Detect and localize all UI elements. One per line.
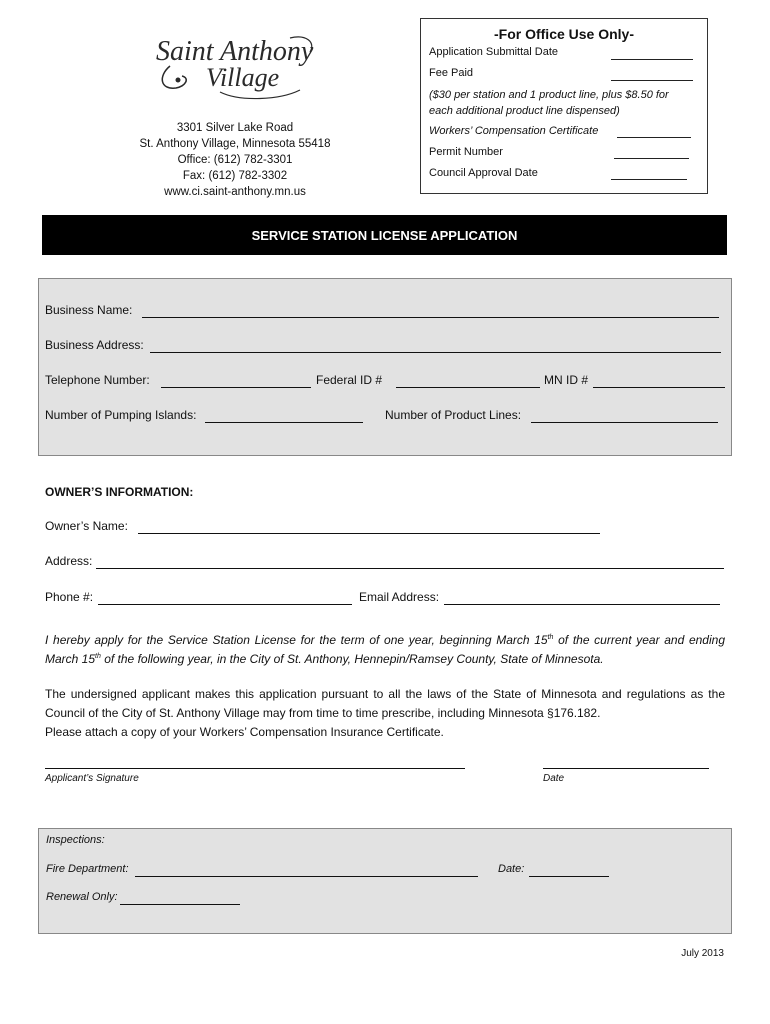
business-name-label: Business Name:: [45, 303, 133, 317]
address-office-phone: Office: (612) 782-3301: [177, 154, 293, 166]
workers-comp-label: Workers’ Compensation Certificate: [429, 125, 599, 137]
signature-date-label: Date: [543, 773, 565, 784]
inspections-heading: Inspections:: [46, 834, 105, 846]
council-approval-label: Council Approval Date: [429, 167, 538, 179]
pumping-islands-label: Number of Pumping Islands:: [45, 408, 197, 422]
business-info-box: [38, 278, 732, 456]
logo-line2: Village: [206, 63, 280, 92]
fire-department-label: Fire Department:: [46, 863, 129, 875]
signature-date-field[interactable]: [543, 768, 709, 769]
address-fax: Fax: (612) 782-3302: [182, 170, 288, 182]
inspection-date-field[interactable]: [529, 876, 609, 877]
fire-department-field[interactable]: [135, 876, 478, 877]
form-title-banner: SERVICE STATION LICENSE APPLICATION: [42, 215, 727, 255]
fee-paid-label: Fee Paid: [429, 67, 474, 79]
city-logo: [150, 24, 320, 104]
business-address-field[interactable]: [150, 352, 721, 353]
applicant-signature-field[interactable]: [45, 768, 465, 769]
address-city: St. Anthony Village, Minnesota 55418: [139, 138, 331, 150]
address-street: 3301 Silver Lake Road: [176, 122, 294, 134]
owner-name-label: Owner’s Name:: [45, 519, 128, 533]
renewal-only-field[interactable]: [120, 904, 240, 905]
license-declaration: I hereby apply for the Service Station License for the term of one year, beginning March 15th of the current year and ending March 15th of the following year, in the City of St. Anthony, Hennepin/Ramsey County, State of Minnesota.: [45, 633, 725, 666]
owner-address-label: Address:: [45, 554, 93, 568]
owner-name-field[interactable]: [138, 533, 600, 534]
owner-address-field[interactable]: [96, 568, 724, 569]
federal-id-field[interactable]: [396, 387, 540, 388]
revision-date: July 2013: [681, 948, 724, 959]
fee-paid-line[interactable]: [611, 80, 693, 81]
applicant-signature-label: Applicant’s Signature: [45, 773, 139, 784]
submittal-date-line[interactable]: [611, 59, 693, 60]
owner-info-heading: OWNER’S INFORMATION:: [45, 485, 194, 499]
federal-id-label: Federal ID #: [316, 373, 383, 387]
inspections-box: [38, 828, 732, 934]
pumping-islands-field[interactable]: [205, 422, 363, 423]
product-lines-field[interactable]: [531, 422, 718, 423]
business-name-field[interactable]: [142, 317, 719, 318]
statement-attach: Please attach a copy of your Workers’ Compensation Insurance Certificate.: [45, 725, 444, 739]
city-address-block: [120, 120, 350, 200]
product-lines-label: Number of Product Lines:: [385, 408, 522, 422]
renewal-only-label: Renewal Only:: [46, 891, 118, 903]
office-use-box: [420, 18, 708, 194]
mn-id-field[interactable]: [593, 387, 725, 388]
inspection-date-label: Date:: [498, 863, 525, 875]
submittal-date-label: Application Submittal Date: [429, 46, 559, 58]
statement-main: The undersigned applicant makes this application pursuant to all the laws of the State of Minnesota and regulations as the Council of the City of St. Anthony Village may from time to time prescribe, including Minnesota §176.182.: [45, 687, 725, 720]
telephone-label: Telephone Number:: [45, 373, 150, 387]
fee-note: ($30 per station and 1 product line, plus $8.50 for each additional product line dispensed): [429, 89, 669, 117]
owner-email-field[interactable]: [444, 604, 720, 605]
logo-line1: Saint Anthony: [156, 36, 314, 67]
business-address-label: Business Address:: [45, 338, 144, 352]
owner-email-label: Email Address:: [359, 590, 440, 604]
mn-id-label: MN ID #: [544, 373, 589, 387]
owner-phone-field[interactable]: [98, 604, 352, 605]
applicant-statement: [45, 685, 725, 742]
permit-number-label: Permit Number: [429, 146, 503, 158]
address-website[interactable]: www.ci.saint-anthony.mn.us: [164, 186, 306, 198]
telephone-field[interactable]: [161, 387, 311, 388]
office-use-title: -For Office Use Only-: [493, 26, 635, 42]
workers-comp-line[interactable]: [617, 137, 691, 138]
owner-phone-label: Phone #:: [45, 590, 94, 604]
council-approval-line[interactable]: [611, 179, 687, 180]
permit-number-line[interactable]: [614, 158, 689, 159]
